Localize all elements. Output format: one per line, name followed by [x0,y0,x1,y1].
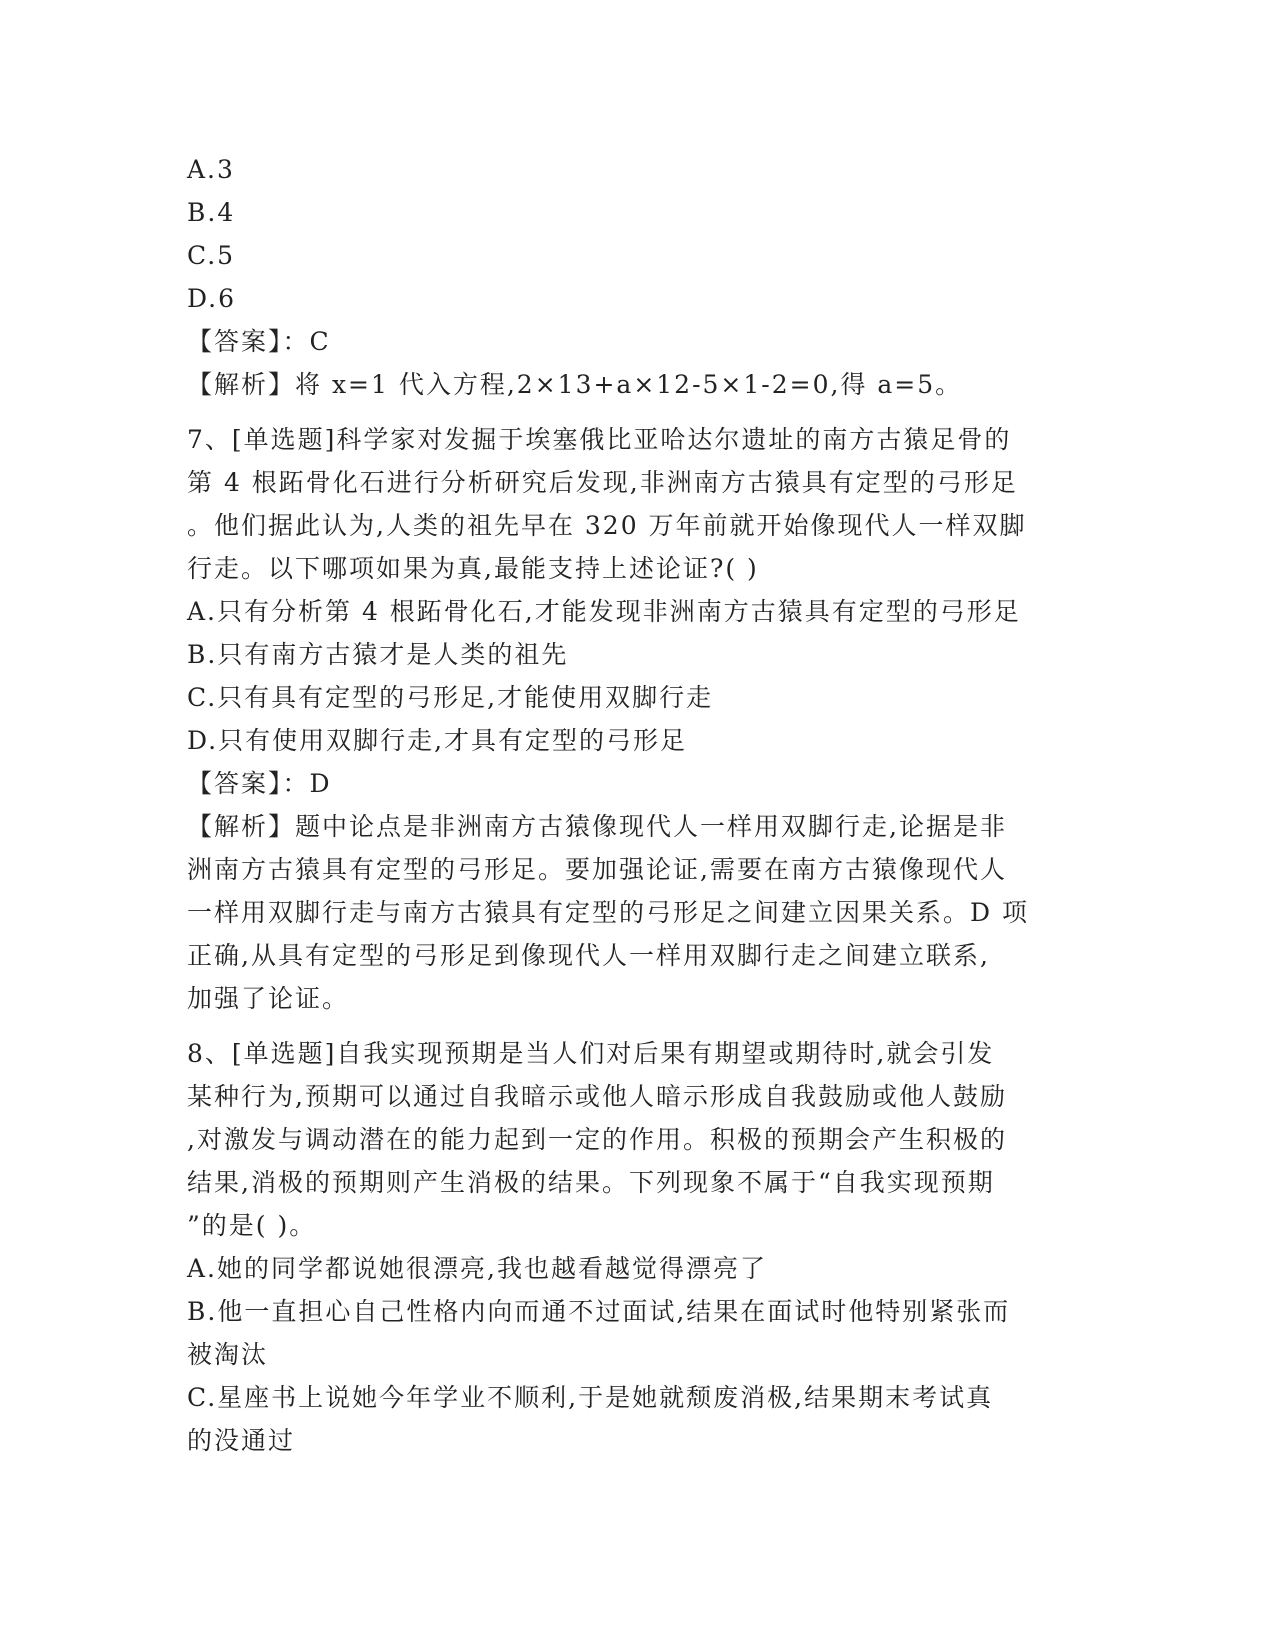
q7-option-b: B.只有南方古猿才是人类的祖先 [187,640,569,669]
q7-stem-line: 。他们据此认为,人类的祖先早在 320 万年前就开始像现代人一样双脚 [187,511,1027,540]
q7-answer-separator: ： [282,769,310,798]
q8-option-line: 被淘汰 [187,1340,269,1369]
question-7 [187,418,1087,1020]
q7-answer-value: D [309,769,332,798]
question-6-tail [187,148,1087,406]
q6-answer-value: C [309,327,331,356]
q8-option-line: A.她的同学都说她很漂亮,我也越看越觉得漂亮了 [187,1254,767,1283]
q7-stem-line: 第 4 根跖骨化石进行分析研究后发现,非洲南方古猿具有定型的弓形足 [187,468,1018,497]
q7-analysis-line: 加强了论证。 [187,984,350,1013]
q7-answer-label: 【答案】 [187,769,283,798]
q7-analysis-line: 洲南方古猿具有定型的弓形足。要加强论证,需要在南方古猿像现代人 [187,855,1007,884]
q6-analysis [187,363,1087,406]
q6-answer [187,320,1087,363]
q8-option-line: C.星座书上说她今年学业不顺利,于是她就颓废消极,结果期末考试真 [187,1383,994,1412]
q8-stem-line: 某种行为,预期可以通过自我暗示或他人暗示形成自我鼓励或他人鼓励 [187,1082,1007,1111]
q6-answer-separator: ： [282,327,310,356]
q8-stem-line: 结果,消极的预期则产生消极的结果。下列现象不属于“自我实现预期 [187,1168,995,1197]
q6-answer-label: 【答案】 [187,327,283,356]
q8-option-line: B.他一直担心自己性格内向而通不过面试,结果在面试时他特别紧张而 [187,1297,1011,1326]
q7-analysis-line: 一样用双脚行走与南方古猿具有定型的弓形足之间建立因果关系。D 项 [187,898,1029,927]
q7-analysis-line: 【解析】题中论点是非洲南方古猿像现代人一样用双脚行走,论据是非 [187,812,1007,841]
q6-analysis-label: 【解析】 [187,370,296,399]
q7-analysis-line: 正确,从具有定型的弓形足到像现代人一样用双脚行走之间建立联系, [187,941,990,970]
spacer [187,1020,1087,1032]
question-8 [187,1032,1087,1462]
q7-stem-line: 7、[单选题]科学家对发掘于埃塞俄比亚哈达尔遗址的南方古猿足骨的 [187,425,1012,454]
q6-option-a: A.3 [187,155,235,184]
q6-option-b: B.4 [187,198,236,227]
q7-answer [187,762,1087,805]
q7-option-d: D.只有使用双脚行走,才具有定型的弓形足 [187,726,688,755]
q7-option-a: A.只有分析第 4 根跖骨化石,才能发现非洲南方古猿具有定型的弓形足 [187,597,1021,626]
q6-option-d: D.6 [187,284,237,313]
q8-option-line: 的没通过 [187,1426,296,1455]
q7-option-c: C.只有具有定型的弓形足,才能使用双脚行走 [187,683,714,712]
q8-stem-line: 8、[单选题]自我实现预期是当人们对后果有期望或期待时,就会引发 [187,1039,995,1068]
q6-analysis-text: 将 x=1 代入方程,2×13+a×12-5×1-2=0,得 a=5。 [295,370,963,399]
q8-stem-line: ”的是( )。 [187,1211,317,1240]
q8-stem-line: ,对激发与调动潜在的能力起到一定的作用。积极的预期会产生积极的 [187,1125,1007,1154]
q6-option-c: C.5 [187,241,236,270]
page-content [187,148,1087,1462]
spacer [187,406,1087,418]
q7-stem-line: 行走。以下哪项如果为真,最能支持上述论证?( ) [187,554,759,583]
